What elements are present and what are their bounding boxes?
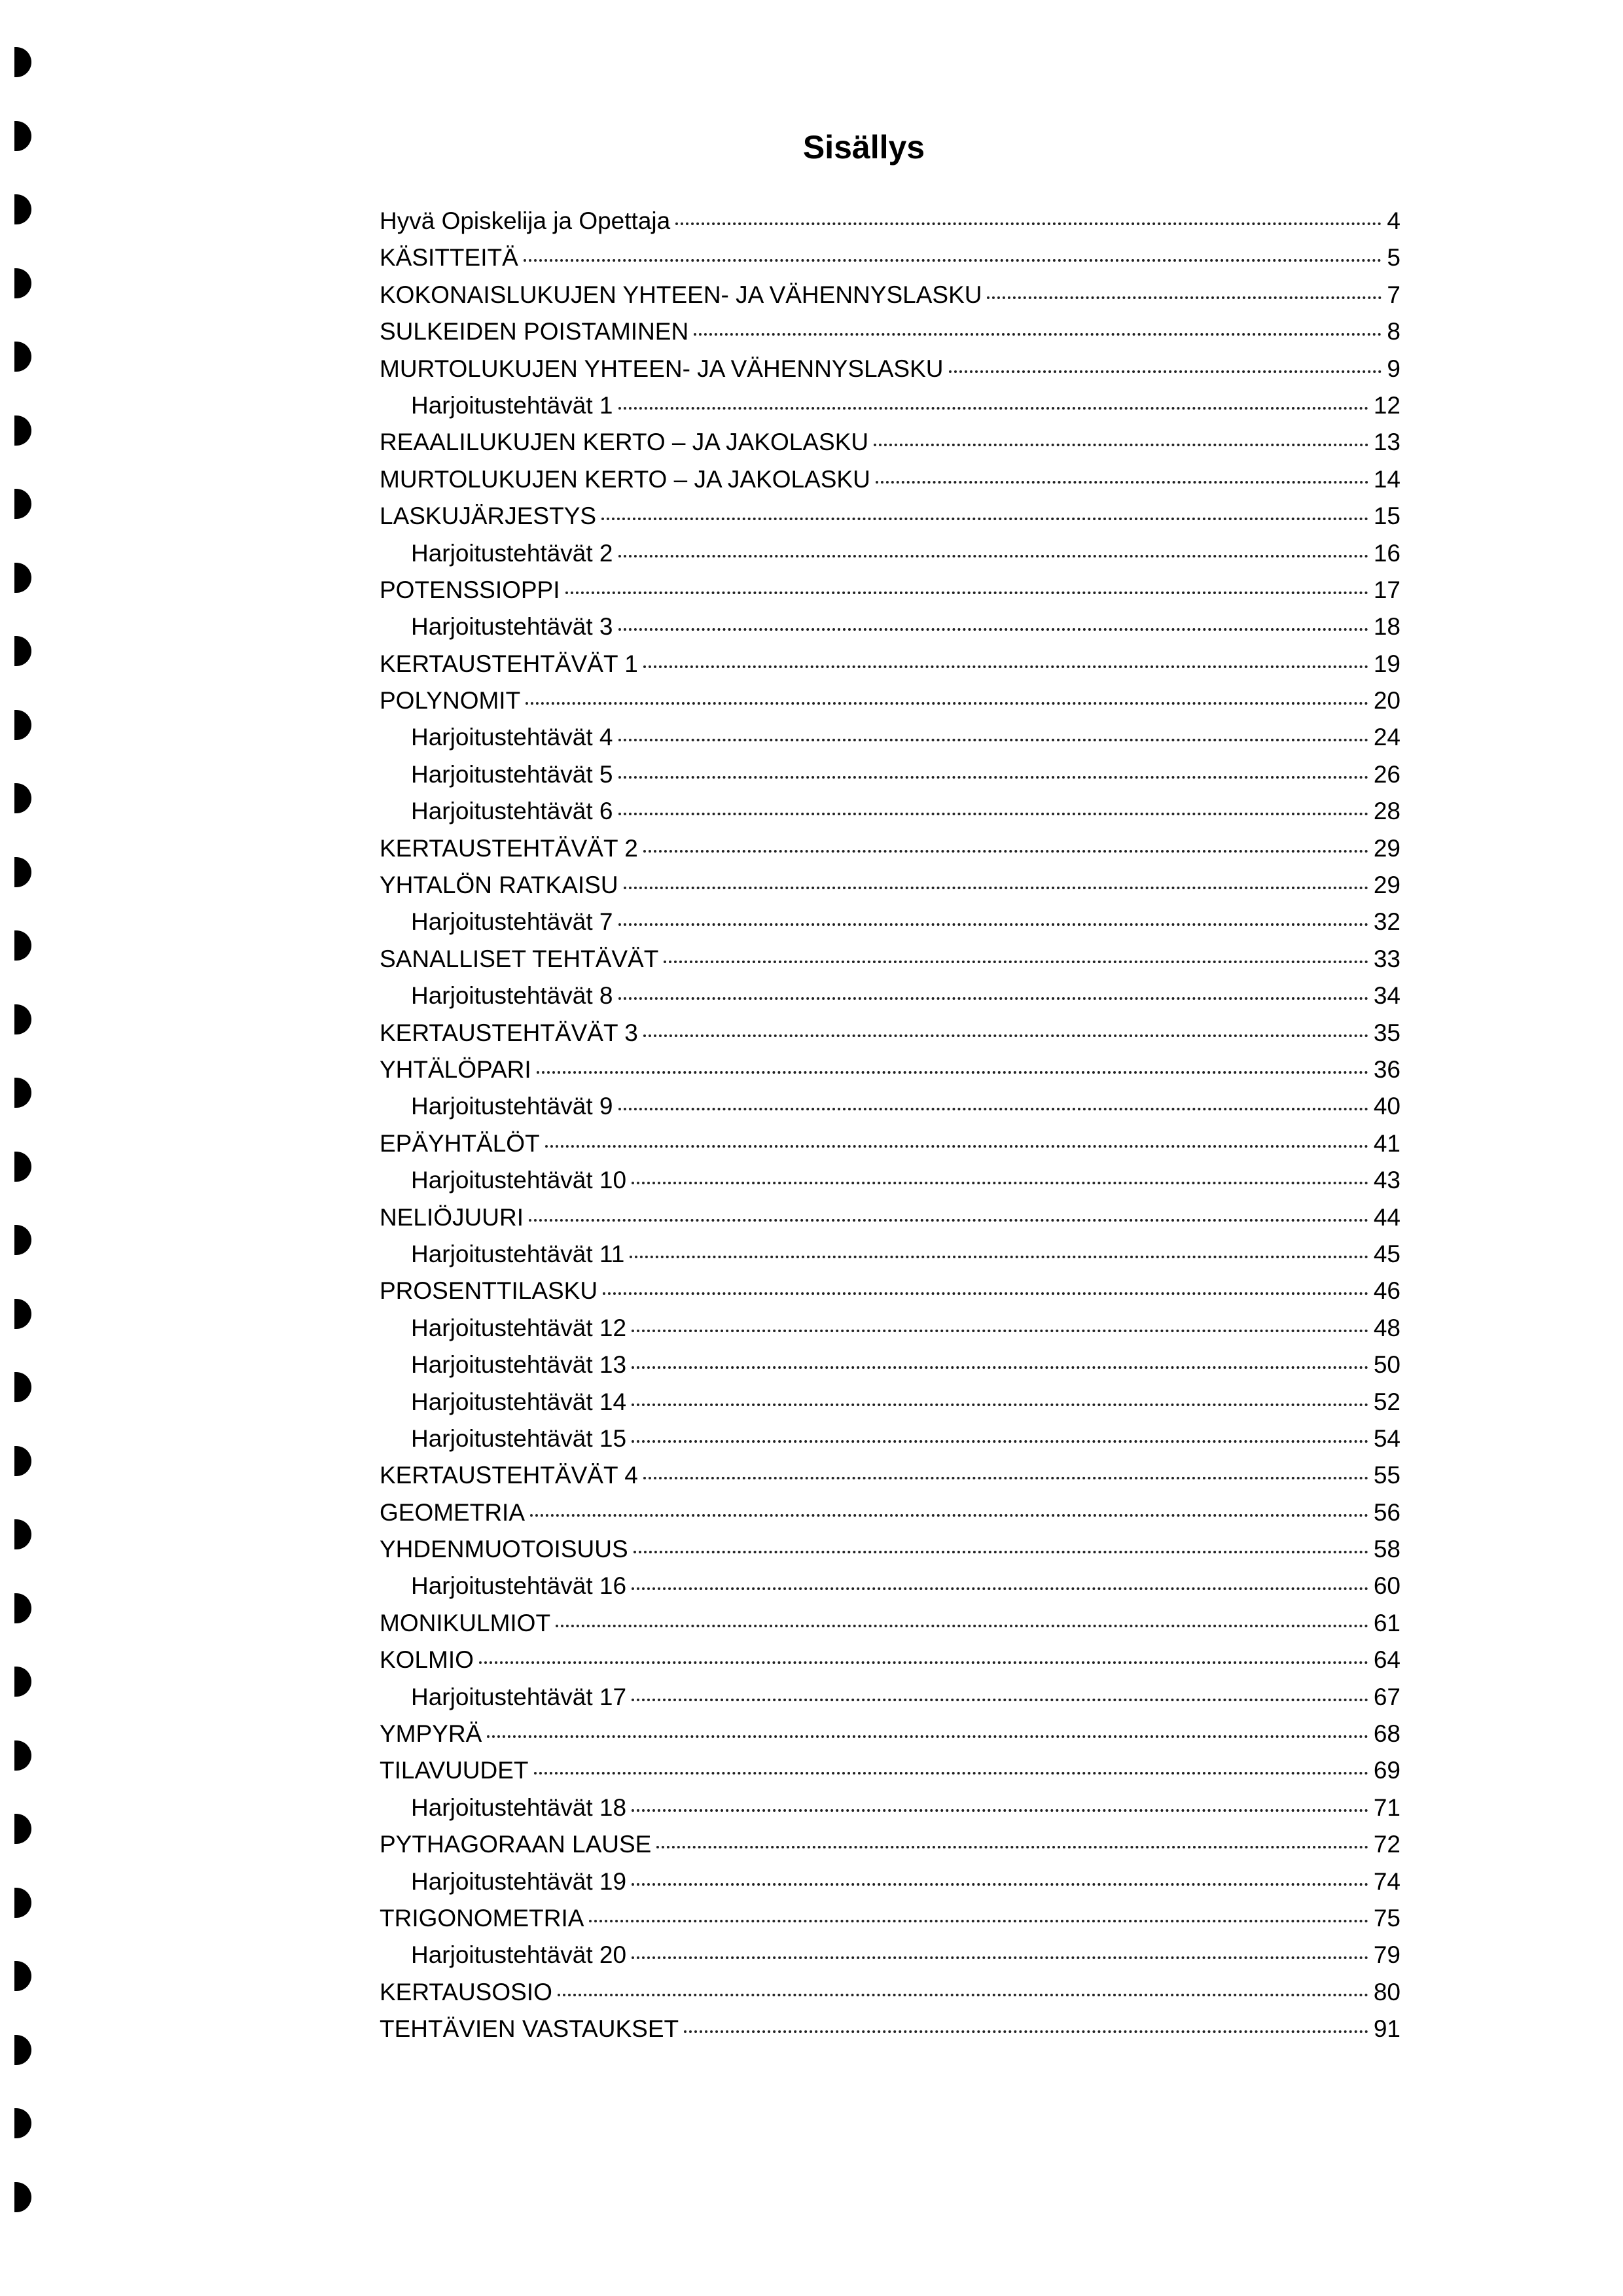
toc-entry[interactable] [380,719,1400,756]
toc-entry-page-number: 16 [1373,539,1400,567]
binding-hole [14,47,31,77]
toc-entry-label: YHTÄLÖPARI [380,1055,531,1083]
toc-entry-page-number: 79 [1373,1941,1400,1969]
dot-leader [565,592,1368,594]
toc-entry[interactable] [380,2011,1400,2047]
binding-hole [14,710,31,740]
toc-entry-label: PROSENTTILASKU [380,1277,598,1305]
toc-entry[interactable] [380,867,1400,904]
toc-entry-label: LASKUJÄRJESTYS [380,503,597,530]
toc-entry-page-number: 52 [1373,1388,1400,1415]
binding-hole [14,2108,31,2138]
toc-entry-label: POLYNOMIT [380,687,521,715]
toc-entry-label: Hyvä Opiskelija ja Opettaja [380,207,671,234]
toc-entry-page-number: 56 [1373,1498,1400,1526]
toc-entry-label: Harjoitustehtävät 9 [411,1093,613,1120]
toc-entry-page-number: 45 [1373,1240,1400,1267]
toc-entry-page-number: 35 [1373,1019,1400,1046]
toc-entry-label: GEOMETRIA [380,1498,526,1526]
dot-leader [675,222,1382,225]
dot-leader [618,776,1368,779]
toc-entry[interactable] [380,1088,1400,1125]
toc-entry[interactable] [380,793,1400,830]
binding-hole [14,1519,31,1549]
dot-leader [632,1809,1368,1812]
toc-entry-page-number: 91 [1373,2015,1400,2043]
toc-entry-label: Harjoitustehtävät 6 [411,798,613,825]
dot-leader [529,1219,1368,1222]
binding-hole [14,783,31,813]
toc-entry-label: Harjoitustehtävät 11 [411,1240,625,1267]
toc-entry-label: NELIÖJUURI [380,1203,524,1231]
binding-hole [14,1888,31,1918]
toc-entry[interactable] [380,1679,1400,1716]
toc-entry-label: MURTOLUKUJEN KERTO – JA JAKOLASKU [380,465,870,493]
toc-entry-page-number: 12 [1373,391,1400,419]
toc-entry-label: Harjoitustehtävät 14 [411,1388,627,1415]
dot-leader [949,370,1382,373]
toc-entry-label: KERTAUSTEHTÄVÄT 2 [380,834,638,862]
dot-leader [556,1625,1368,1627]
dot-leader [534,1772,1368,1775]
toc-entry[interactable] [380,1605,1400,1642]
dot-leader [487,1735,1368,1738]
toc-entry-label: KERTAUSTEHTÄVÄT 4 [380,1462,638,1489]
toc-entry[interactable] [380,1347,1400,1383]
toc-entry-label: POTENSSIOPPI [380,576,560,603]
dot-leader [530,1514,1368,1517]
toc-entry[interactable] [380,424,1400,461]
toc-entry-label: EPÄYHTÄLÖT [380,1129,540,1157]
binding-hole [14,2035,31,2065]
toc-entry-page-number: 54 [1373,1424,1400,1452]
toc-entry-page-number: 72 [1373,1831,1400,1858]
toc-entry[interactable] [380,1642,1400,1678]
toc-entry-label: KERTAUSTEHTÄVÄT 3 [380,1019,638,1046]
toc-entry[interactable] [380,313,1400,350]
toc-entry[interactable] [380,535,1400,572]
toc-entry-page-number: 28 [1373,798,1400,825]
toc-entry[interactable] [380,1421,1400,1457]
toc-entry-label: Harjoitustehtävät 10 [411,1167,627,1194]
binding-hole [14,489,31,519]
dot-leader [643,665,1368,668]
toc-entry[interactable] [380,978,1400,1014]
dot-leader [632,1883,1368,1886]
toc-entry-label: Harjoitustehtävät 7 [411,908,613,936]
dot-leader [633,1551,1368,1553]
toc-entry[interactable] [380,1863,1400,1900]
dot-leader [694,333,1382,336]
binding-hole [14,2182,31,2212]
toc-entry[interactable] [380,1310,1400,1347]
toc-entry[interactable] [380,1826,1400,1863]
dot-leader [632,1182,1368,1184]
toc-entry-label: KOKONAISLUKUJEN YHTEEN- JA VÄHENNYSLASKU [380,281,982,308]
toc-entry-label: Harjoitustehtävät 17 [411,1683,627,1710]
toc-entry-page-number: 29 [1373,834,1400,862]
toc-entry[interactable] [380,1752,1400,1789]
toc-entry-label: KÄSITTEITÄ [380,244,518,272]
toc-entry-page-number: 18 [1373,613,1400,641]
dot-leader [618,923,1368,926]
toc-entry[interactable] [380,387,1400,424]
toc-entry-page-number: 43 [1373,1167,1400,1194]
toc-entry[interactable] [380,1051,1400,1088]
toc-entry-label: Harjoitustehtävät 20 [411,1941,627,1969]
binding-hole [14,1740,31,1771]
toc-entry[interactable] [380,1568,1400,1604]
toc-entry-label: Harjoitustehtävät 8 [411,982,613,1010]
toc-entry-page-number: 5 [1387,244,1400,272]
toc-entry-label: SANALLISET TEHTÄVÄT [380,945,659,972]
toc-entry-page-number: 24 [1373,724,1400,751]
toc-entry[interactable] [380,351,1400,387]
toc-entry[interactable] [380,1125,1400,1162]
toc-entry-page-number: 80 [1373,1978,1400,2005]
toc-entry-page-number: 68 [1373,1720,1400,1748]
binding-hole [14,1446,31,1476]
toc-entry-page-number: 15 [1373,503,1400,530]
toc-entry-page-number: 61 [1373,1609,1400,1636]
toc-entry-page-number: 64 [1373,1646,1400,1674]
toc-entry-label: KERTAUSOSIO [380,1978,552,2005]
toc-entry-page-number: 7 [1387,281,1400,308]
binding-hole [14,1593,31,1623]
toc-entry-label: KOLMIO [380,1646,474,1674]
toc-entry-page-number: 55 [1373,1462,1400,1489]
toc-entry-label: YMPYRÄ [380,1720,482,1748]
toc-entry-page-number: 26 [1373,760,1400,788]
toc-entry-page-number: 71 [1373,1793,1400,1821]
toc-entry-label: Harjoitustehtävät 4 [411,724,613,751]
dot-leader [537,1071,1368,1074]
toc-entry-page-number: 75 [1373,1904,1400,1932]
toc-entry-label: SULKEIDEN POISTAMINEN [380,318,689,345]
toc-entry-page-number: 34 [1373,982,1400,1010]
toc-entry[interactable] [380,203,1400,239]
toc-entry-page-number: 74 [1373,1867,1400,1895]
toc-entry[interactable] [380,830,1400,867]
dot-leader [618,628,1368,631]
toc-entry[interactable] [380,461,1400,498]
toc-entry[interactable] [380,1937,1400,1973]
dot-leader [618,1108,1368,1110]
dot-leader [643,1477,1368,1479]
toc-entry-page-number: 9 [1387,355,1400,382]
binding-hole [14,1814,31,1844]
toc-entry[interactable] [380,277,1400,313]
binding-hole [14,1152,31,1182]
dot-leader [618,407,1368,410]
table-of-contents [380,203,1400,2048]
binding-hole [14,1372,31,1402]
toc-entry[interactable] [380,1236,1400,1273]
toc-entry-label: MONIKULMIOT [380,1609,551,1636]
binding-hole [14,415,31,446]
toc-entry[interactable] [380,572,1400,609]
dot-leader [876,481,1368,484]
dot-leader [643,1034,1368,1037]
toc-entry[interactable] [380,609,1400,645]
binding-hole [14,1225,31,1255]
toc-entry-page-number: 36 [1373,1055,1400,1083]
toc-entry[interactable] [380,1974,1400,2011]
toc-entry-label: Harjoitustehtävät 3 [411,613,613,641]
dot-leader [643,850,1368,853]
toc-entry-page-number: 44 [1373,1203,1400,1231]
dot-leader [632,1404,1368,1406]
toc-entry[interactable] [380,682,1400,719]
toc-entry[interactable] [380,1494,1400,1531]
binding-hole [14,930,31,961]
toc-entry-label: Harjoitustehtävät 19 [411,1867,627,1895]
dot-leader [545,1145,1368,1148]
dot-leader [632,1366,1368,1369]
toc-entry-page-number: 50 [1373,1351,1400,1379]
toc-entry[interactable] [380,1790,1400,1826]
toc-entry-label: REAALILUKUJEN KERTO – JA JAKOLASKU [380,429,869,456]
dot-leader [479,1661,1368,1664]
toc-entry-page-number: 48 [1373,1314,1400,1341]
dot-leader [558,1994,1368,1996]
dot-leader [632,1330,1368,1332]
toc-entry-label: Harjoitustehtävät 2 [411,539,613,567]
toc-entry-page-number: 69 [1373,1757,1400,1784]
toc-entry[interactable] [380,941,1400,978]
binding-hole [14,342,31,372]
toc-entry-page-number: 46 [1373,1277,1400,1305]
toc-entry-label: Harjoitustehtävät 13 [411,1351,627,1379]
dot-leader [987,296,1382,299]
binding-hole [14,1667,31,1697]
toc-entry-label: Harjoitustehtävät 18 [411,1793,627,1821]
binding-hole [14,636,31,666]
dot-leader [526,702,1368,705]
toc-entry[interactable] [380,1162,1400,1199]
dot-leader [589,1920,1368,1922]
toc-entry-label: Harjoitustehtävät 5 [411,760,613,788]
dot-leader [664,961,1368,963]
dot-leader [656,1846,1368,1848]
toc-entry[interactable] [380,1273,1400,1309]
toc-entry-page-number: 29 [1373,872,1400,899]
toc-entry-label: Harjoitustehtävät 15 [411,1424,627,1452]
toc-entry[interactable] [380,1457,1400,1494]
dot-leader [874,444,1368,446]
toc-entry-label: TEHTÄVIEN VASTAUKSET [380,2015,679,2043]
toc-entry-label: YHTALÖN RATKAISU [380,872,618,899]
toc-entry-page-number: 32 [1373,908,1400,936]
binding-hole [14,1004,31,1034]
binding-hole [14,1961,31,1991]
binding-hole [14,194,31,224]
toc-entry[interactable] [380,498,1400,535]
dot-leader [632,1440,1368,1443]
toc-entry-label: Harjoitustehtävät 12 [411,1314,627,1341]
toc-entry[interactable] [380,1716,1400,1752]
page-title: Sisällys [802,129,925,166]
dot-leader [632,1956,1368,1959]
toc-entry-page-number: 40 [1373,1093,1400,1120]
dot-leader [630,1256,1368,1258]
toc-entry-label: Harjoitustehtävät 1 [411,391,613,419]
toc-entry-page-number: 60 [1373,1572,1400,1600]
toc-entry-page-number: 20 [1373,687,1400,715]
binding-hole [14,268,31,298]
toc-entry-page-number: 58 [1373,1536,1400,1563]
dot-leader [618,739,1368,741]
toc-entry-page-number: 17 [1373,576,1400,603]
toc-entry-label: YHDENMUOTOISUUS [380,1536,628,1563]
binding-hole [14,1078,31,1108]
toc-entry-label: Harjoitustehtävät 16 [411,1572,627,1600]
toc-entry-label: TILAVUUDET [380,1757,529,1784]
toc-entry-page-number: 41 [1373,1129,1400,1157]
toc-entry-label: TRIGONOMETRIA [380,1904,584,1932]
toc-entry-page-number: 4 [1387,207,1400,234]
toc-entry[interactable] [380,239,1400,276]
toc-entry[interactable] [380,756,1400,793]
dot-leader [603,1292,1368,1295]
dot-leader [524,259,1382,262]
toc-entry[interactable] [380,904,1400,940]
toc-entry[interactable] [380,1384,1400,1421]
toc-entry-page-number: 19 [1373,650,1400,677]
toc-entry[interactable] [380,646,1400,682]
toc-entry-label: MURTOLUKUJEN YHTEEN- JA VÄHENNYSLASKU [380,355,944,382]
dot-leader [684,2030,1368,2033]
toc-entry[interactable] [380,1900,1400,1937]
dot-leader [601,518,1368,520]
binding-holes [0,0,79,2296]
toc-entry-label: KERTAUSTEHTÄVÄT 1 [380,650,638,677]
dot-leader [618,555,1368,557]
dot-leader [632,1587,1368,1590]
toc-entry-page-number: 67 [1373,1683,1400,1710]
toc-entry-page-number: 33 [1373,945,1400,972]
dot-leader [632,1699,1368,1701]
dot-leader [624,887,1368,889]
toc-entry-page-number: 14 [1373,465,1400,493]
binding-hole [14,857,31,887]
binding-hole [14,1299,31,1329]
dot-leader [618,997,1368,1000]
toc-entry-page-number: 13 [1373,429,1400,456]
toc-entry[interactable] [380,1015,1400,1051]
toc-entry-page-number: 8 [1387,318,1400,345]
toc-entry[interactable] [380,1199,1400,1236]
binding-hole [14,563,31,593]
toc-entry-label: PYTHAGORAAN LAUSE [380,1831,652,1858]
dot-leader [618,813,1368,815]
toc-entry[interactable] [380,1531,1400,1568]
